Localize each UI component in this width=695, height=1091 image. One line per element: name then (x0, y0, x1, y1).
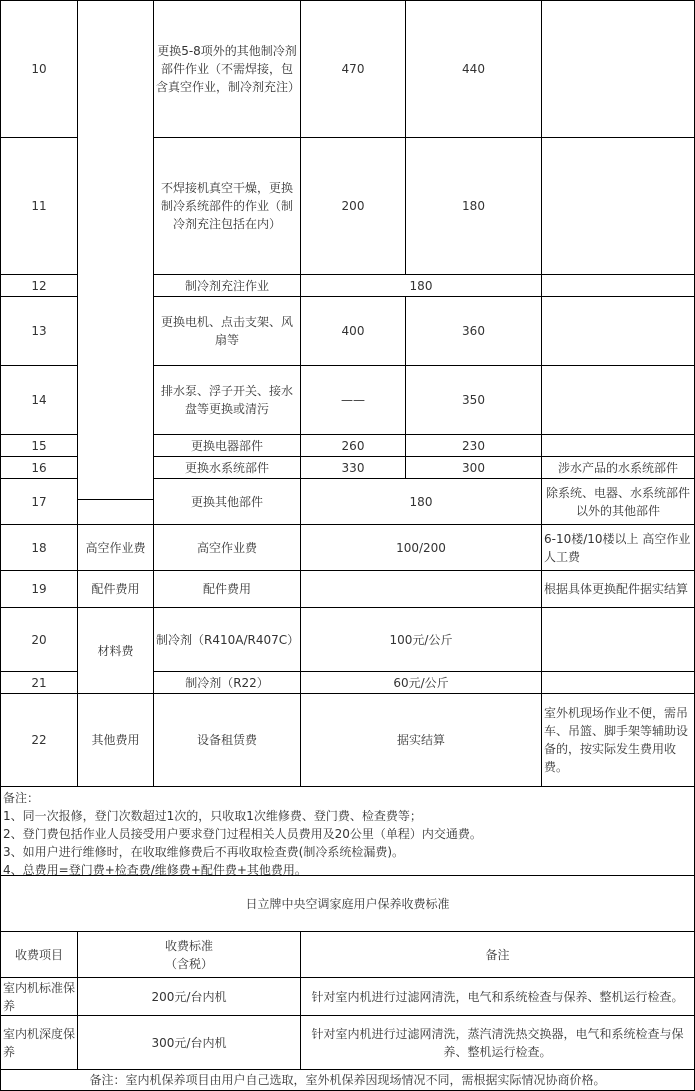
note-cell (541, 434, 695, 457)
note-cell: 除系统、电器、水系统部件以外的其他部件 (541, 478, 695, 525)
maintenance-item: 室内机深度保养 (0, 1015, 78, 1070)
price-cell: 60元/公斤 (300, 671, 542, 694)
price-cell: 100元/公斤 (300, 607, 542, 672)
item-cell: 不焊接机真空干燥，更换制冷系统部件的作业（制冷剂充注包括在内） (153, 137, 301, 275)
item-cell: 排水泵、浮子开关、接水盘等更换或清污 (153, 365, 301, 435)
price-cell: 440 (405, 0, 542, 138)
row-number: 11 (0, 137, 78, 275)
row-number: 20 (0, 607, 78, 672)
row-number: 22 (0, 693, 78, 787)
note-line: 4、总费用=登门费+检查费/维修费+配件费+其他费用。 (3, 863, 307, 877)
maintenance-remark: 针对室内机进行过滤网清洗，蒸汽清洗热交换器，电气和系统检查与保养、整机运行检查。 (300, 1015, 695, 1070)
note-cell (541, 607, 695, 672)
note-cell: 涉水产品的水系统部件 (541, 456, 695, 479)
item-cell: 更换水系统部件 (153, 456, 301, 479)
price-cell: 180 (300, 274, 542, 297)
item-cell: 高空作业费 (153, 524, 301, 571)
maintenance-title: 日立牌中央空调家庭用户保养收费标准 (0, 875, 695, 932)
price-cell: —— (300, 365, 406, 435)
notes-block (0, 786, 695, 876)
item-cell: 更换其他部件 (153, 478, 301, 525)
item-cell: 更换5-8项外的其他制冷剂部件作业（不需焊接，包含真空作业，制冷剂充注） (153, 0, 301, 138)
row-number: 14 (0, 365, 78, 435)
price-cell (300, 570, 542, 608)
price-cell: 100/200 (300, 524, 542, 571)
note-line: 1、同一次报修，登门次数超过1次的，只收取1次维修费、登门费、检查费等； (3, 809, 422, 823)
category-cell: 材料费 (77, 607, 154, 694)
note-cell (541, 671, 695, 694)
category-cell: 其他费用 (77, 693, 154, 787)
maintenance-standard: 300元/台内机 (77, 1015, 301, 1070)
price-cell: 180 (300, 478, 542, 525)
price-cell: 330 (300, 456, 406, 479)
row-number: 21 (0, 671, 78, 694)
row-number: 13 (0, 296, 78, 366)
row-number: 18 (0, 524, 78, 571)
price-cell: 260 (300, 434, 406, 457)
price-cell: 360 (405, 296, 542, 366)
maintenance-footer: 备注：室内机保养项目由用户自己选取，室外机保养因现场情况不同，需根据实际情况协商价格。 (0, 1069, 695, 1091)
header-remark: 备注 (300, 931, 695, 978)
price-cell: 180 (405, 137, 542, 275)
maintenance-remark: 针对室内机进行过滤网清洗，电气和系统检查与保养、整机运行检查。 (300, 977, 695, 1016)
row-number: 19 (0, 570, 78, 608)
price-cell: 200 (300, 137, 406, 275)
note-cell: 6-10楼/10楼以上 高空作业人工费 (541, 524, 695, 571)
category-cell: 高空作业费 (77, 524, 154, 571)
item-cell: 配件费用 (153, 570, 301, 608)
maintenance-standard: 200元/台内机 (77, 977, 301, 1016)
price-cell: 400 (300, 296, 406, 366)
row-number: 17 (0, 478, 78, 525)
price-cell: 300 (405, 456, 542, 479)
item-cell: 制冷剂（R22） (153, 671, 301, 694)
note-cell (541, 274, 695, 297)
note-line: 3、如用户进行维修时，在收取维修费后不再收取检查费(制冷系统检漏费)。 (3, 845, 405, 859)
note-cell (541, 296, 695, 366)
row-number: 12 (0, 274, 78, 297)
header-item: 收费项目 (0, 931, 78, 978)
maintenance-item: 室内机标准保养 (0, 977, 78, 1016)
note-line: 2、登门费包括作业人员接受用户要求登门过程相关人员费用及20公里（单程）内交通费。 (3, 827, 482, 841)
item-cell: 制冷剂充注作业 (153, 274, 301, 297)
row-number: 16 (0, 456, 78, 479)
note-cell (541, 137, 695, 275)
note-cell (541, 365, 695, 435)
header-standard: 收费标准 （含税） (77, 931, 301, 978)
notes-title: 备注： (3, 791, 40, 805)
category-cell: 配件费用 (77, 570, 154, 608)
note-cell (541, 0, 695, 138)
price-cell: 据实结算 (300, 693, 542, 787)
category-cell-merged (77, 0, 154, 500)
price-cell: 470 (300, 0, 406, 138)
row-number: 15 (0, 434, 78, 457)
note-cell: 室外机现场作业不便，需吊车、吊篮、脚手架等辅助设备的，按实际发生费用收费。 (541, 693, 695, 787)
note-cell: 根据具体更换配件据实结算 (541, 570, 695, 608)
row-number: 10 (0, 0, 78, 138)
item-cell: 更换电机、点击支架、风扇等 (153, 296, 301, 366)
price-cell: 230 (405, 434, 542, 457)
item-cell: 更换电器部件 (153, 434, 301, 457)
item-cell: 制冷剂（R410A/R407C） (153, 607, 301, 672)
price-cell: 350 (405, 365, 542, 435)
item-cell: 设备租赁费 (153, 693, 301, 787)
